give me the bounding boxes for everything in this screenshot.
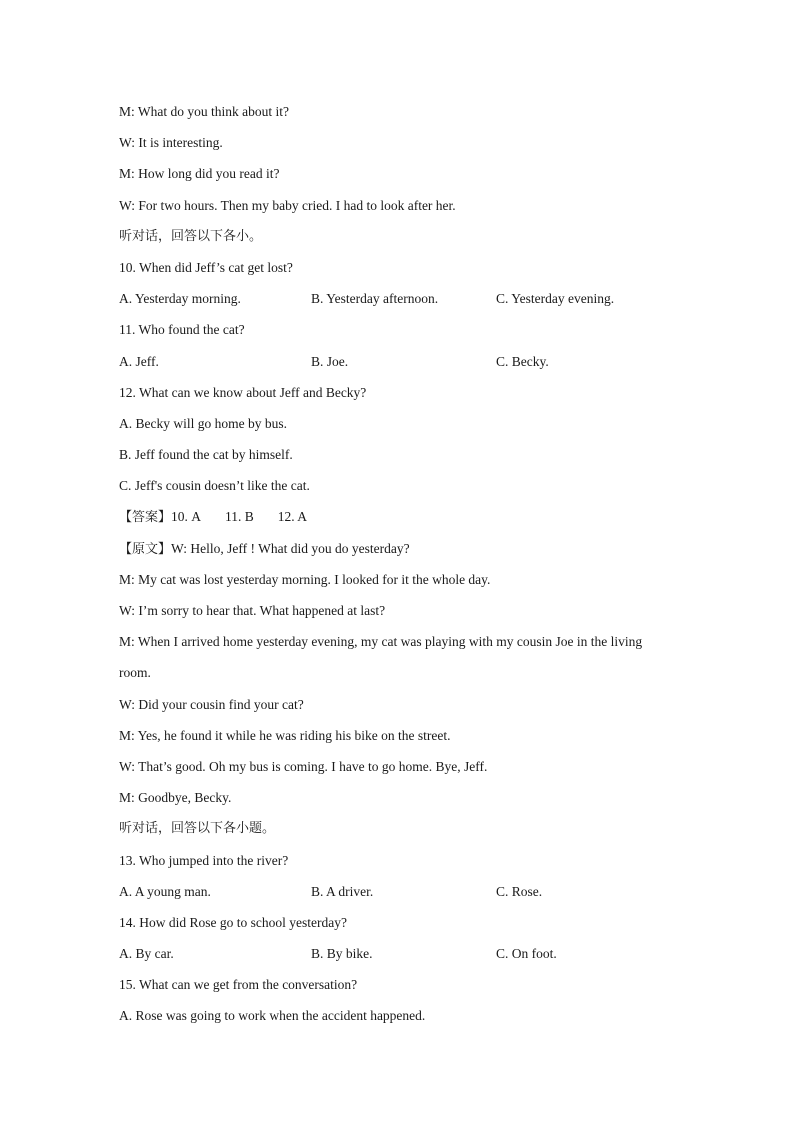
answer-11: 11. B bbox=[225, 509, 254, 525]
option-a: A. Jeff. bbox=[119, 353, 159, 369]
option-b: B. Joe. bbox=[311, 353, 349, 369]
options-14 bbox=[119, 943, 699, 974]
question-10: 10. When did Jeff’s cat get lost? bbox=[119, 259, 293, 275]
section-instruction: 听对话，回答以下各小。 bbox=[119, 228, 263, 244]
question-14: 14. How did Rose go to school yesterday? bbox=[119, 914, 347, 930]
option-c: C. Jeff's cousin doesn’t like the cat. bbox=[119, 478, 310, 494]
question-11: 11. Who found the cat? bbox=[119, 322, 245, 338]
options-11 bbox=[119, 351, 699, 382]
option-c: C. Yesterday evening. bbox=[496, 291, 615, 307]
dialogue-line: W: I’m sorry to hear that. What happened at last? bbox=[119, 603, 386, 618]
option-a: A. By car. bbox=[119, 946, 174, 962]
dialogue-line: M: When I arrived home yesterday evening, my cat was playing with my cousin Joe in the living bbox=[119, 634, 643, 650]
option-b: B. By bike. bbox=[311, 946, 373, 962]
transcript-text: W: Hello, Jeff ! What did you do yesterday? bbox=[171, 540, 410, 556]
option-c: C. On foot. bbox=[496, 946, 557, 962]
option-a: A. Rose was going to work when the accident happened. bbox=[119, 1008, 426, 1024]
answer-10: 10. A bbox=[171, 509, 202, 525]
dialogue-line: W: That’s good. Oh my bus is coming. I have to go home. Bye, Jeff. bbox=[119, 758, 488, 774]
dialogue-line: W: For two hours. Then my baby cried. I had to look after her. bbox=[119, 197, 456, 213]
section-instruction: 听对话，回答以下各小题。 bbox=[119, 821, 276, 837]
dialogue-line: M: My cat was lost yesterday morning. I looked for it the whole day. bbox=[119, 571, 491, 587]
option-c: C. Becky. bbox=[496, 353, 549, 369]
option-c: C. Rose. bbox=[496, 883, 543, 899]
dialogue-line: M: How long did you read it? bbox=[119, 166, 280, 182]
answer-12: 12. A bbox=[277, 509, 308, 525]
question-12: 12. What can we know about Jeff and Becky? bbox=[119, 384, 367, 400]
option-b: B. Yesterday afternoon. bbox=[311, 291, 439, 307]
dialogue-line: W: It is interesting. bbox=[119, 135, 223, 151]
question-15: 15. What can we get from the conversation? bbox=[119, 977, 358, 993]
question-13: 13. Who jumped into the river? bbox=[119, 852, 289, 868]
dialogue-line: M: Yes, he found it while he was riding his bike on the street. bbox=[119, 727, 451, 743]
option-a: A. A young man. bbox=[119, 883, 211, 899]
option-b: B. Jeff found the cat by himself. bbox=[119, 447, 293, 463]
dialogue-line: M: What do you think about it? bbox=[119, 104, 289, 119]
options-13 bbox=[119, 881, 699, 912]
options-10 bbox=[119, 288, 699, 319]
option-a: A. Becky will go home by bus. bbox=[119, 415, 287, 431]
transcript-tag: 【原文】 bbox=[119, 541, 172, 557]
transcript-line bbox=[119, 538, 699, 569]
dialogue-line: room. bbox=[119, 665, 151, 681]
answer-line bbox=[119, 506, 699, 537]
document-page bbox=[119, 101, 699, 1037]
answer-tag: 【答案】 bbox=[119, 510, 172, 526]
option-b: B. A driver. bbox=[311, 883, 374, 899]
dialogue-line: M: Goodbye, Becky. bbox=[119, 790, 232, 806]
dialogue-line: W: Did your cousin find your cat? bbox=[119, 696, 304, 712]
option-a: A. Yesterday morning. bbox=[119, 291, 241, 307]
